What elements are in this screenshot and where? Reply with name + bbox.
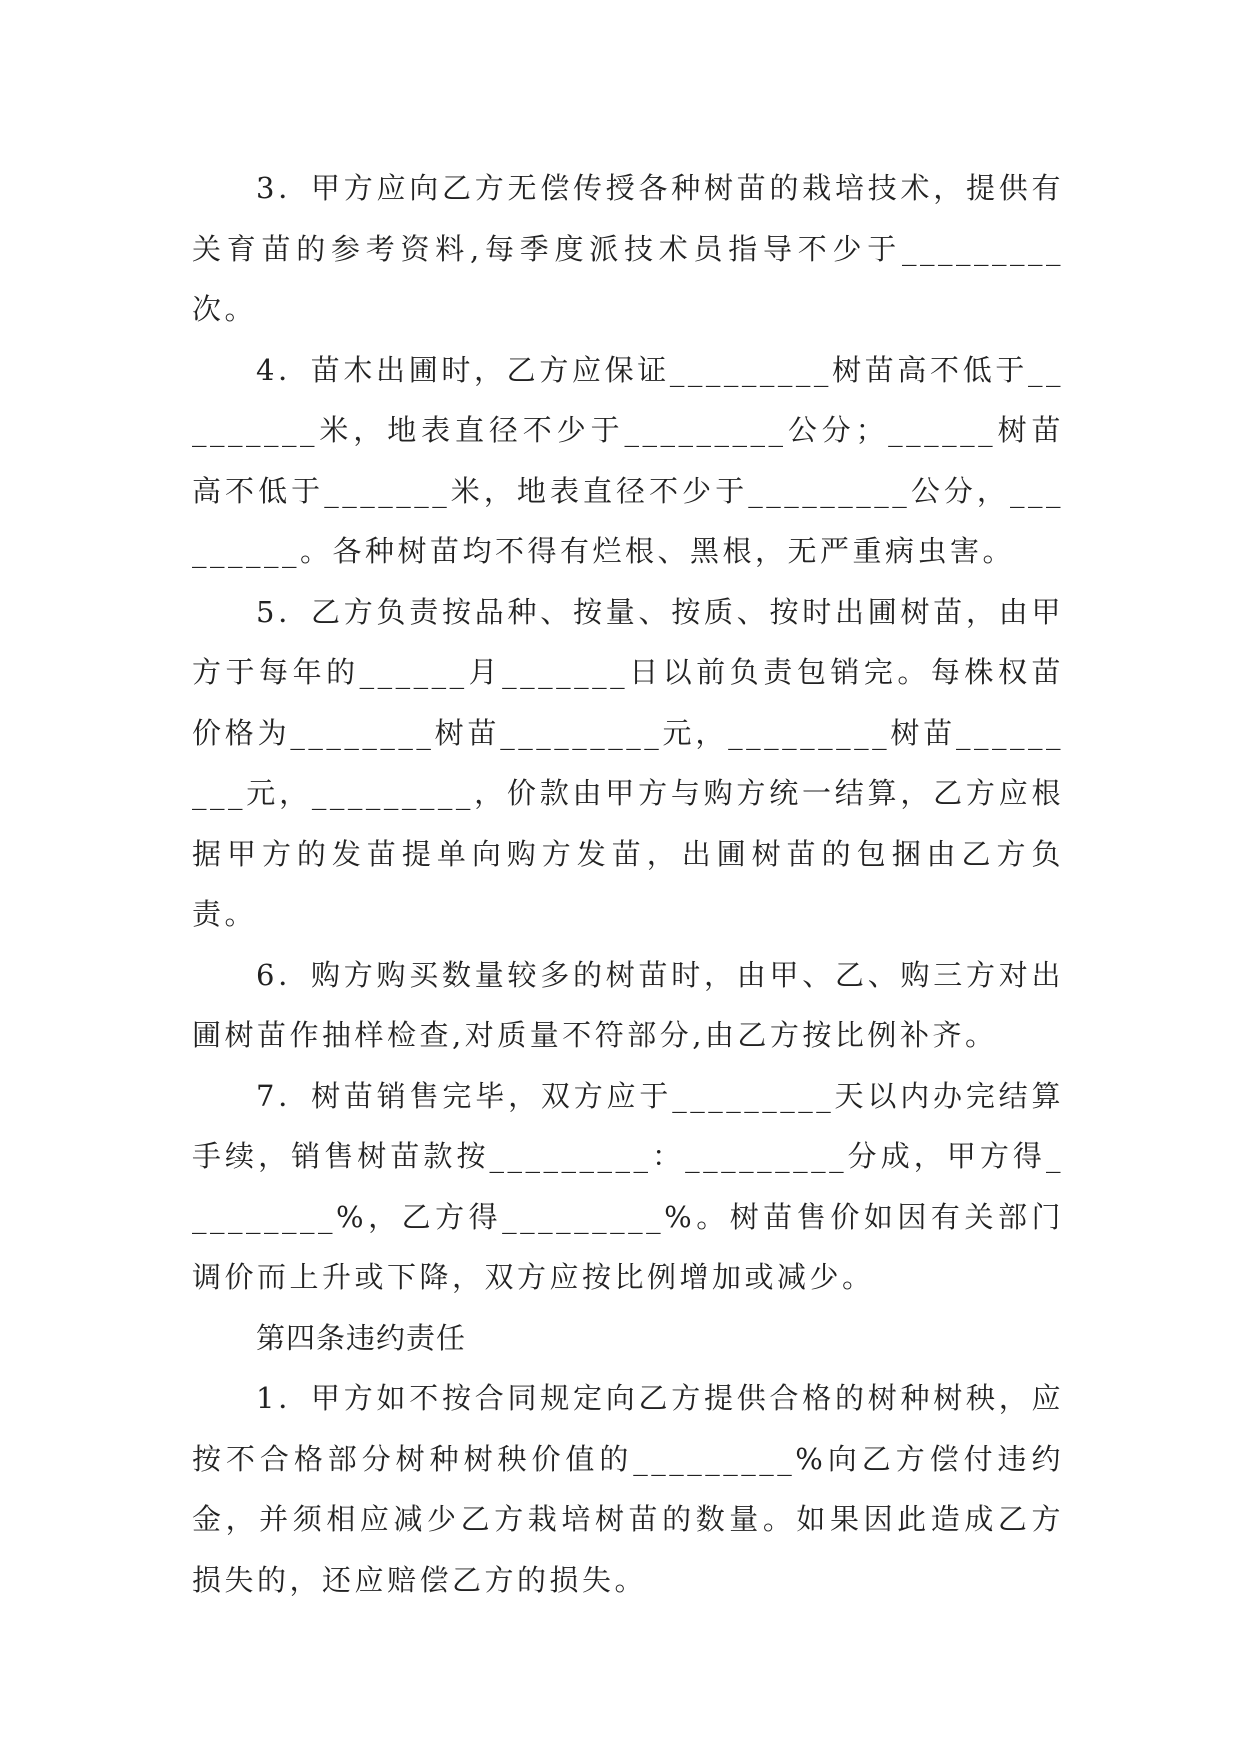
clause-3-paragraph: 3．甲方应向乙方无偿传授各种树苗的栽培技术，提供有关育苗的参考资料,每季度派技术员指导不少于_________次。 [192,171,1064,326]
liability-clause-1-paragraph: 1．甲方如不按合同规定向乙方提供合格的树种树秧，应按不合格部分树种树秧价值的_________%向乙方偿付违约金，并须相应减少乙方栽培树苗的数量。如果因此造成乙方损失的，还应赔偿乙方的损失。 [192,1381,1064,1597]
section-heading: 第四条违约责任 [256,1320,467,1355]
clause-4-paragraph: 4．苗木出圃时，乙方应保证_________树苗高不低于_________米，地表直径不少于_________公分；______树苗高不低于_______米，地表直径不少于_________公分，_________。各种树苗均不得有烂根、黑根，无严重病虫害。 [192,352,1064,568]
clause-6-paragraph: 6．购方购买数量较多的树苗时，由甲、乙、购三方对出圃树苗作抽样检查,对质量不符部分,由乙方按比例补齐。 [192,957,1064,1052]
clause-7-paragraph: 7．树苗销售完毕，双方应于_________天以内办完结算手续，销售树苗款按_________：_________分成，甲方得_________%，乙方得_________%。树苗售价如因有关部门调价而上升或下降，双方应按比例增加或减少。 [192,1078,1064,1294]
clause-5-paragraph: 5．乙方负责按品种、按量、按质、按时出圃树苗，由甲方于每年的______月_______日以前负责包销完。每株权苗价格为________树苗_________元，_________树苗_________元，_________，价款由甲方与购方统一结算，乙方应根据甲方的发苗提单向购方发苗，出圃树苗的包捆由乙方负责。 [192,594,1064,931]
document-body [192,158,1064,1610]
